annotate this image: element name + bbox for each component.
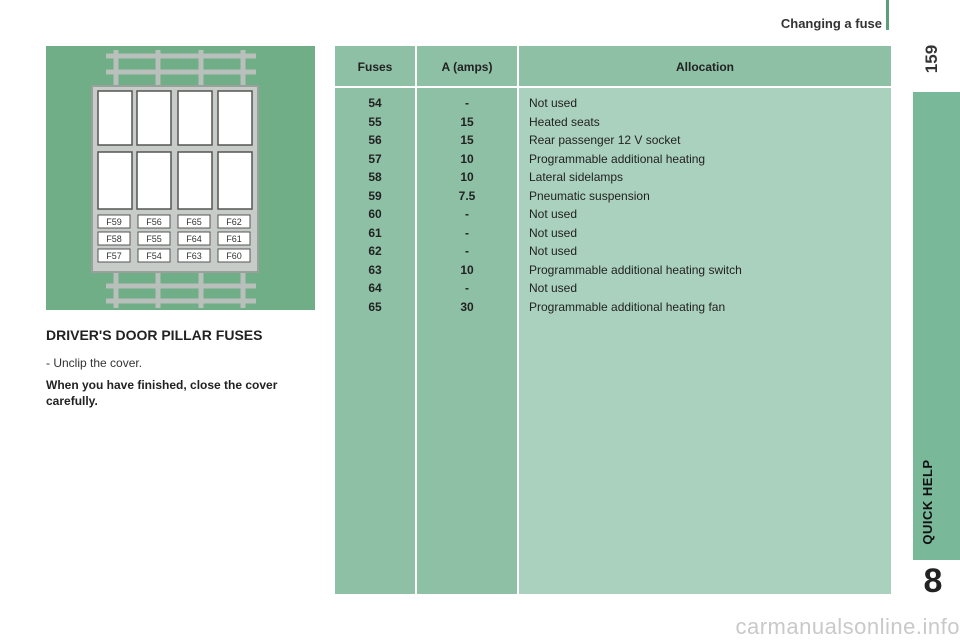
allocation-cell: Not used — [529, 207, 578, 221]
fuses-header: Fuses — [335, 46, 415, 88]
fuse-number-cell: 57 — [368, 151, 382, 166]
allocation-cell: Rear passenger 12 V socket — [529, 133, 681, 147]
section-title: DRIVER'S DOOR PILLAR FUSES — [46, 327, 263, 343]
amps-cell: 10 — [460, 170, 474, 184]
allocation-cell: Pneumatic suspension — [529, 188, 650, 203]
amps-header: A (amps) — [417, 46, 517, 88]
page-header-title: Changing a fuse — [780, 16, 882, 31]
allocation-cell: Not used — [529, 244, 578, 258]
allocation-cell: Not used — [529, 96, 578, 110]
amps-cell: - — [465, 281, 469, 295]
allocation-cell: Not used — [529, 281, 578, 295]
allocation-cell: Not used — [529, 225, 578, 240]
amps-cell: - — [465, 96, 469, 110]
amps-cell: 10 — [460, 151, 474, 166]
allocation-cell: Programmable additional heating fan — [529, 299, 726, 314]
fuse-number-cell: 61 — [368, 225, 382, 240]
amps-cell: - — [465, 207, 469, 221]
amps-cell: 7.5 — [458, 188, 476, 203]
amps-cell: 15 — [460, 133, 474, 147]
fuse-box-illustration — [46, 46, 315, 310]
amps-cell: 30 — [460, 299, 474, 314]
fuse-slot-label: F63 — [186, 251, 202, 261]
fuse-number-cell: 60 — [368, 207, 382, 221]
allocation-cell: Heated seats — [529, 114, 600, 129]
fuse-number-cell: 63 — [368, 262, 382, 277]
amps-column — [417, 46, 517, 594]
amps-cell: - — [465, 225, 469, 240]
watermark: carmanualsonline.info — [735, 614, 960, 639]
fuses-column — [335, 46, 415, 594]
fuse-number-cell: 56 — [368, 133, 382, 147]
allocation-cell: Programmable additional heating switch — [529, 262, 742, 277]
fuse-slot-label: F61 — [226, 234, 242, 244]
fuse-slot-label: F62 — [226, 217, 242, 227]
fuse-number-cell: 65 — [368, 299, 382, 314]
fuse-slot-label: F64 — [186, 234, 202, 244]
allocation-cell: Lateral sidelamps — [529, 170, 624, 184]
allocation-header: Allocation — [519, 46, 891, 88]
allocation-cell: Programmable additional heating — [529, 151, 706, 166]
fuse-slot-label: F56 — [146, 217, 162, 227]
fuse-slot-label: F57 — [106, 251, 122, 261]
fuse-slot-label: F59 — [106, 217, 122, 227]
fuse-number-cell: 62 — [368, 244, 382, 258]
fuse-box-diagram — [46, 46, 315, 310]
fuse-slot-label: F60 — [226, 251, 242, 261]
header-rule — [886, 0, 889, 30]
amps-cell: 10 — [460, 262, 474, 277]
amps-cell: 15 — [460, 114, 474, 129]
fuse-slot-label: F55 — [146, 234, 162, 244]
allocation-column — [519, 46, 891, 594]
closing-note: When you have finished, close the cover carefully. — [46, 378, 278, 408]
side-tab-label: QUICK HELP — [920, 459, 935, 545]
fuse-slot-label: F65 — [186, 217, 202, 227]
amps-cell: - — [465, 244, 469, 258]
page-number: 159 — [922, 44, 941, 74]
fuse-table — [335, 46, 891, 594]
chapter-number: 8 — [923, 562, 943, 600]
fuse-number-cell: 59 — [368, 188, 382, 203]
instruction-text: - Unclip the cover. — [46, 356, 143, 370]
fuse-number-cell: 58 — [368, 170, 382, 184]
fuse-number-cell: 54 — [368, 96, 382, 110]
fuse-number-cell: 64 — [368, 281, 382, 295]
fuse-number-cell: 55 — [368, 114, 382, 129]
fuse-slot-label: F58 — [106, 234, 122, 244]
fuse-slot-label: F54 — [146, 251, 162, 261]
